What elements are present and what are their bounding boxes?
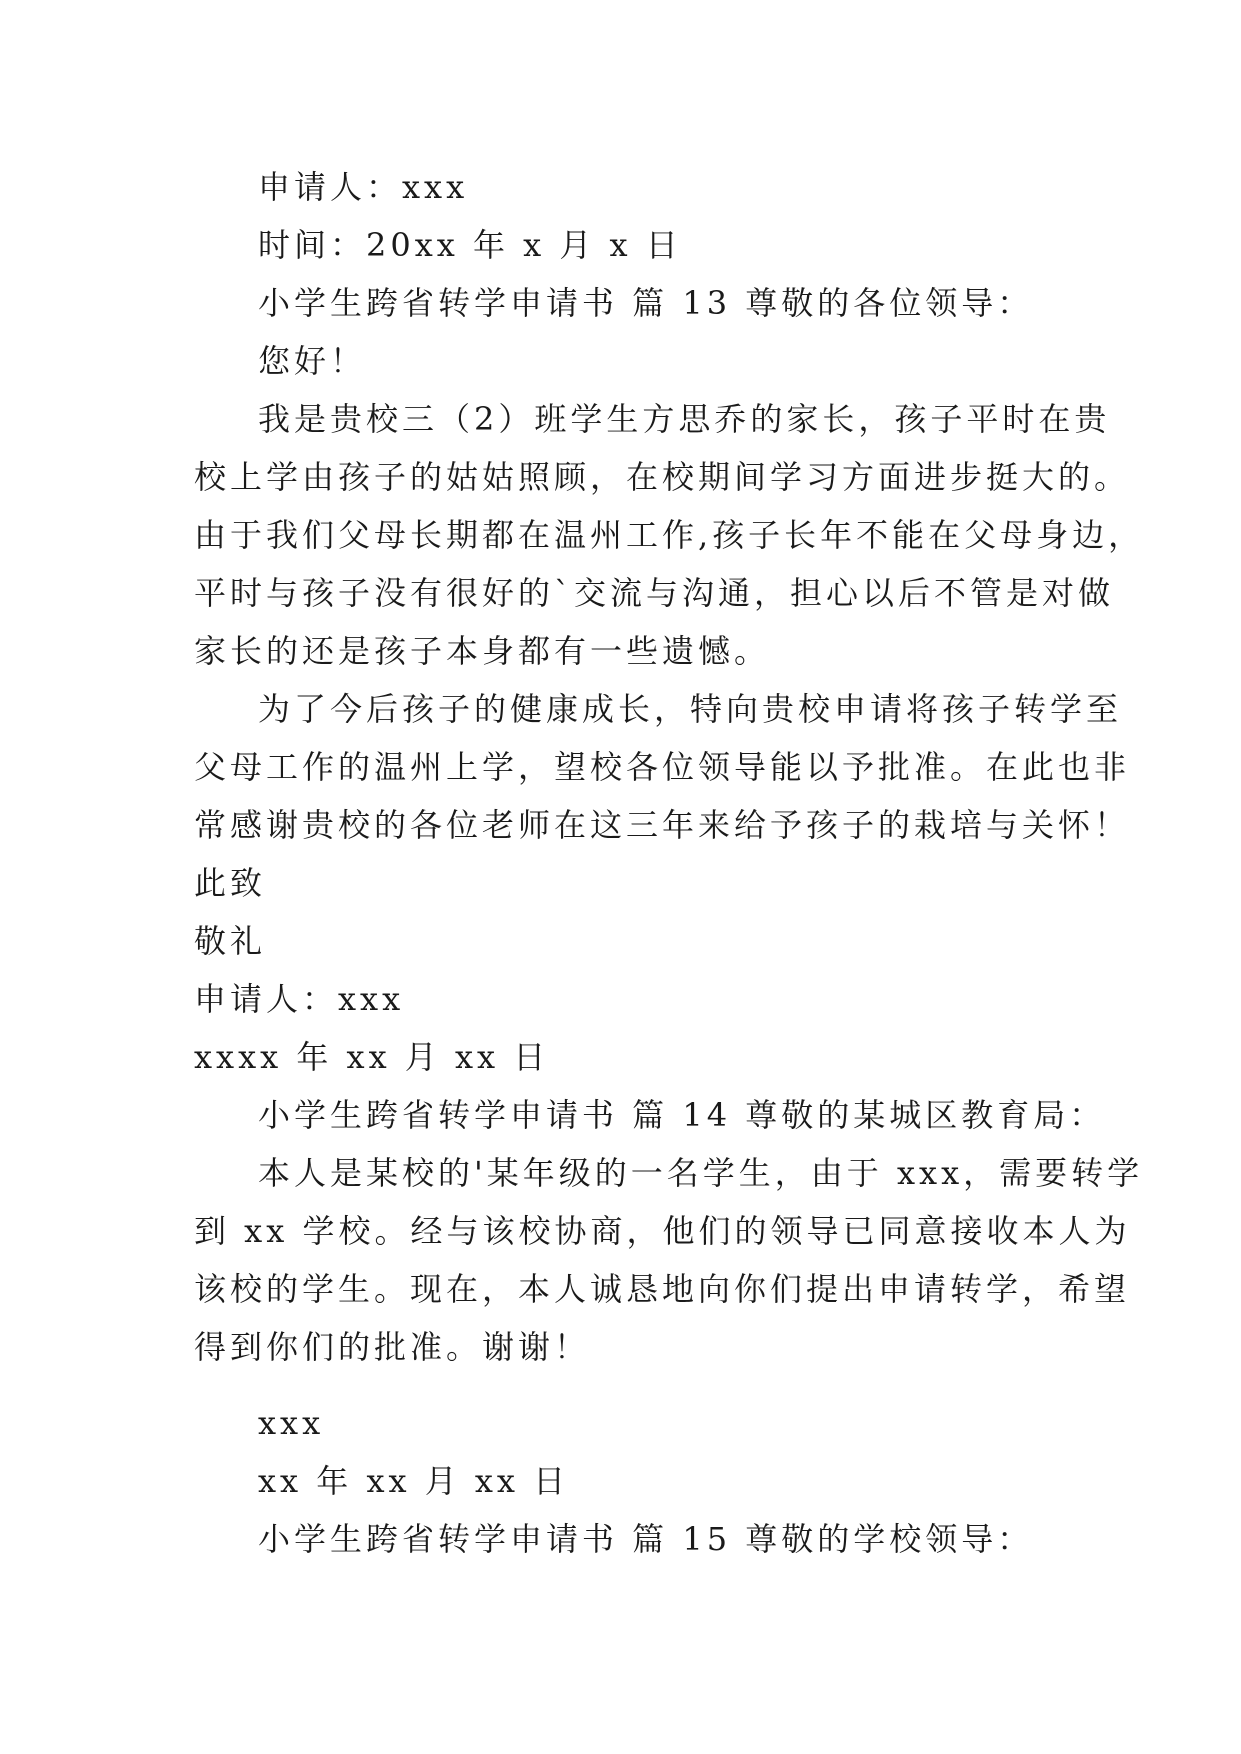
applicant-line: 申请人：xxx	[258, 168, 469, 206]
paragraph-line: 我是贵校三（2）班学生方思乔的家长，孩子平时在贵	[258, 400, 1111, 438]
paragraph-line: 到 xx 学校。经与该校协商，他们的领导已同意接收本人为	[194, 1212, 1131, 1250]
greeting-line: 您好！	[258, 342, 367, 380]
paragraph-line: 家长的还是孩子本身都有一些遗憾。	[194, 632, 771, 670]
applicant-line: 申请人：xxx	[194, 980, 405, 1018]
document-body	[194, 158, 1145, 1568]
closing-line: 敬礼	[194, 922, 267, 960]
paragraph-line: 父母工作的温州上学，望校各位领导能以予批准。在此也非	[194, 748, 1131, 786]
paragraph-line: 平时与孩子没有很好的`交流与沟通，担心以后不管是对做	[194, 574, 1115, 612]
closing-line: 此致	[194, 864, 267, 902]
signature-line: xxx	[258, 1404, 325, 1442]
section-heading: 小学生跨省转学申请书 篇 14 尊敬的某城区教育局：	[258, 1096, 1106, 1134]
paragraph-line: 本人是某校的'某年级的一名学生，由于 xxx，需要转学	[258, 1154, 1144, 1192]
paragraph-line: 为了今后孩子的健康成长，特向贵校申请将孩子转学至	[258, 690, 1123, 728]
paragraph-line: 校上学由孩子的姑姑照顾，在校期间学习方面进步挺大的。	[194, 458, 1131, 496]
section-heading: 小学生跨省转学申请书 篇 13 尊敬的各位领导：	[258, 284, 1034, 322]
paragraph-line: 由于我们父母长期都在温州工作,孩子长年不能在父母身边，	[194, 516, 1145, 554]
date-line: xx 年 xx 月 xx 日	[258, 1462, 570, 1500]
date-line: 时间：20xx 年 x 月 x 日	[258, 226, 682, 264]
paragraph-line: 常感谢贵校的各位老师在这三年来给予孩子的栽培与关怀！	[194, 806, 1131, 844]
paragraph-line: 得到你们的批准。谢谢！	[194, 1328, 591, 1366]
date-line: xxxx 年 xx 月 xx 日	[194, 1038, 550, 1076]
section-heading: 小学生跨省转学申请书 篇 15 尊敬的学校领导：	[258, 1520, 1034, 1558]
paragraph-line: 该校的学生。现在，本人诚恳地向你们提出申请转学，希望	[194, 1270, 1131, 1308]
